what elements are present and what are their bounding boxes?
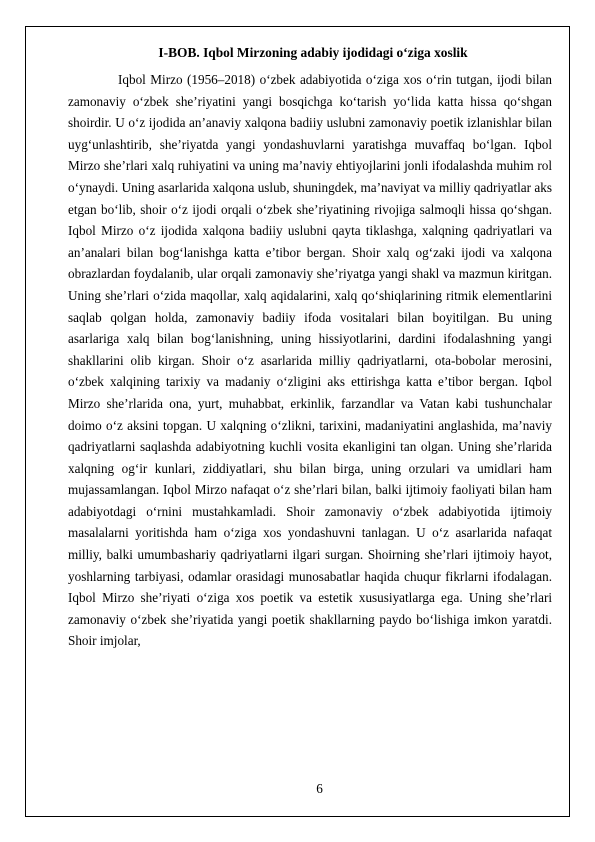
body-paragraph: Iqbol Mirzo (1956–2018) o‘zbek adabiyotida o‘ziga xos o‘rin tutgan, ijodi bilan zamonaviy o‘zbek she’riyatini yangi bosqichga ko‘tarish yo‘lida katta hissa qo‘shgan shoirdir. U o‘z ijodida an’anaviy xalqona badiiy uslubni zamonaviy poetik izlanishlar bilan uyg‘unlashtirib, she’riyatda yangi yondashuvlarni yaratishga muvaffaq bo‘lgan. Iqbol Mirzo she’rlari xalq ruhiyatini va uning ma’naviy ehtiyojlarini jonli ifodalashda muhim rol o‘ynaydi. Uning asarlarida xalqona uslub, shuningdek, ma’naviyat va milliy qadriyatlar aks etgan bo‘lib, shoir o‘z ijodi orqali o‘zbek she’riyatining rivojiga salmoqli hissa qo‘shgan. Iqbol Mirzo o‘z ijodida xalqona badiiy uslubni qayta tiklashga, xalqning qadriyatlari va an’analari bilan bog‘lanishga katta e’tibor bergan. Shoir xalq og‘zaki ijodi va xalqona obrazlardan foydalanib, ular orqali zamonaviy she’riyatga yangi shakl va mazmun kiritgan. Uning she’rlari o‘zida maqollar, xalq aqidalarini, xalq qo‘shiqlarining ritmik elementlarini saqlab qolgan holda, zamonaviy badiiy ifoda vositalari bilan boyitilgan. Bu uning asarlariga xalq bilan bog‘lanishning, uning hissiyotlarini, dardini ifodalashning yangi shakllarini olib kirgan. Shoir o‘z asarlarida milliy qadriyatlarni, ota-bobolar merosini, o‘zbek xalqining tarixiy va madaniy o‘zligini aks ettirishga katta e’tibor bergan. Iqbol Mirzo she’rlarida ona, yurt, muhabbat, erkinlik, farzandlar va Vatan kabi tushunchalar doimo o‘z aksini topgan. U xalqning o‘zlikni, tarixini, madaniyatini anglashida, ma’naviy qadriyatlarni saqlashda adabiyotning kuchli vosita ekanligini tan olgan. Uning she’rlarida xalqning og‘ir kunlari, ziddiyatlari, shu bilan birga, uning orzulari va umidlari ham mujassamlangan. Iqbol Mirzo nafaqat o‘z she’rlari bilan, balki ijtimoiy faoliyati bilan ham adabiyotdagi o‘rnini mustahkamladi. Shoir zamonaviy o‘zbek adabiyotida ijtimoiy masalalarni yoritishda ham o‘ziga xos yondashuvni tanlagan. U o‘z asarlarida nafaqat milliy, balki umumbashariy qadriyatlarni ilgari surgan. Shoirning she’rlari ijtimoiy hayot, yoshlarning tarbiyasi, odamlar orasidagi munosabatlar haqida chuqur fikrlarni ifodalagan. Iqbol Mirzo she’riyati o‘ziga xos poetik va estetik xususiyatlarga ega. Uning she’rlari zamonaviy o‘zbek she’riyatida yangi poetik shakllarning paydo bo‘lishiga imkon yaratdi. Shoir imjolar, — [68, 72, 552, 649]
chapter-heading: I-BOB. Iqbol Mirzoning adabiy ijodidagi o‘ziga xoslik — [158, 45, 468, 60]
page-number: 6 — [316, 781, 323, 796]
document-body — [68, 44, 552, 652]
